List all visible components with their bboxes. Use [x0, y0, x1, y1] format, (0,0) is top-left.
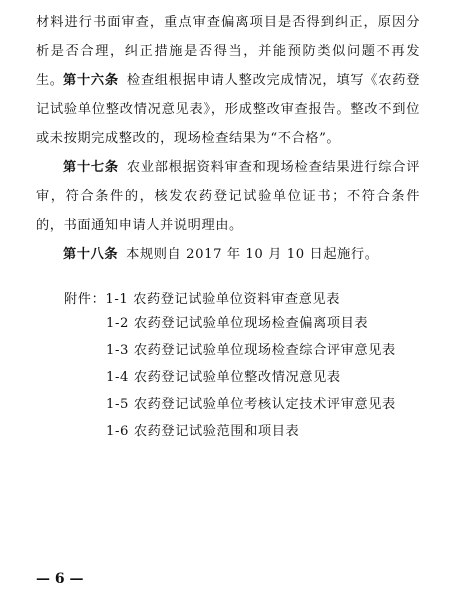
article-17	[36, 153, 420, 240]
page-number: — 6 —	[36, 571, 84, 587]
paragraph-text: 材料进行书面审查，重点审查偏离项目是否得到纠正，原因分析是否合理，纠正措施是否得当，并能预防类似问题不再发生。	[36, 15, 420, 88]
article-number: 第十六条	[63, 73, 119, 88]
attachment-item: 1-6 农药登记试验范围和项目表	[106, 424, 300, 439]
article-16	[36, 66, 420, 153]
article-number: 第十七条	[63, 160, 119, 175]
article-text: 本规则自 2017 年 10 月 10 日起施行。	[126, 247, 379, 262]
attachment-item: 1-5 农药登记试验单位考核认定技术评审意见表	[106, 397, 396, 412]
article-18	[36, 240, 420, 269]
attachment-item: 1-3 农药登记试验单位现场检查综合评审意见表	[106, 343, 396, 358]
article-number: 第十八条	[63, 247, 119, 262]
article-text: 农业部根据资料审查和现场检查结果进行综合评审，符合条件的，核发农药登记试验单位证书；不符合条件的，书面通知申请人并说明理由。	[36, 160, 420, 233]
attachment-item: 1-4 农药登记试验单位整改情况意见表	[106, 370, 341, 385]
attachments-heading: 附件：1-1 农药登记试验单位资料审查意见表	[64, 292, 341, 307]
article-text: 检查组根据申请人整改完成情况，填写《农药登记试验单位整改情况意见表》，形成整改审查报告。整改不到位或未按期完成整改的，现场检查结果为“不合格”。	[36, 73, 420, 146]
attachment-item: 1-2 农药登记试验单位现场检查偏离项目表	[106, 316, 369, 331]
